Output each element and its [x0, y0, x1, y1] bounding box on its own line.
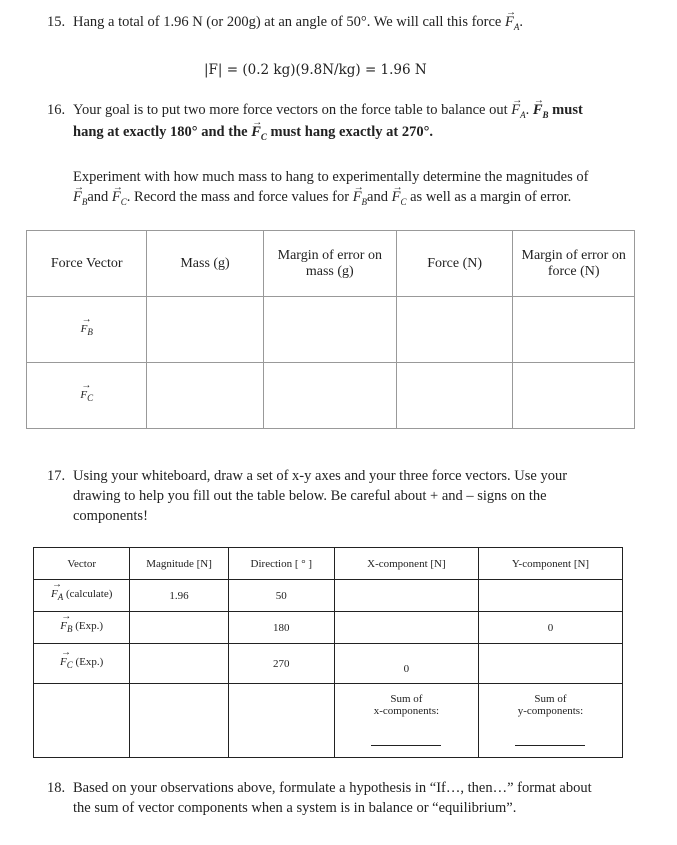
header-vector: Vector	[34, 548, 130, 580]
question-number: 16.	[47, 102, 66, 118]
direction-cell: 180	[228, 612, 334, 644]
text: Hang a total of 1.96 N (or 200g) at an angle of 50°. We will call this force	[73, 14, 502, 30]
question-text-line2: drawing to help you fill out the table below. Be careful about + and – signs on the	[73, 488, 547, 504]
empty-cell	[228, 684, 334, 758]
y-component-cell[interactable]	[478, 580, 622, 612]
header-direction: Direction [ ° ]	[228, 548, 334, 580]
sum-x-blank[interactable]	[371, 744, 441, 746]
magnitude-cell[interactable]	[130, 612, 228, 644]
header-force: Force (N)	[396, 231, 512, 297]
table-row	[27, 363, 635, 429]
mass-cell[interactable]	[147, 297, 263, 363]
weight-formula: |F| = (0.2 kg)(9.8N/kg) = 1.96 N	[204, 62, 427, 78]
table-row	[34, 580, 623, 612]
question-text-line1: Using your whiteboard, draw a set of x-y axes and your three force vectors. Use your	[73, 468, 568, 484]
mass-cell[interactable]	[147, 363, 263, 429]
table-header-row	[27, 231, 635, 297]
row-vector-fb: → $F_B$	[27, 297, 147, 363]
direction-cell: 50	[228, 580, 334, 612]
header-margin-mass: Margin of error on mass (g)	[263, 231, 396, 297]
vector-components-table	[33, 547, 623, 758]
sum-y-cell[interactable]	[478, 684, 622, 758]
x-component-cell[interactable]	[334, 580, 478, 612]
force-b-symbol: → $F_B$	[533, 100, 549, 125]
vector-cell: → $F_A$ (calculate)	[34, 580, 130, 612]
table-header-row	[34, 548, 623, 580]
sum-x-label-2: x-components:	[373, 704, 440, 717]
question-text-line1: Based on your observations above, formulate a hypothesis in “If…, then…” format about	[73, 780, 592, 796]
instructions-line2: → $F_Band \to F_C$. Record the mass and force values for → $F_Band \to F_C$ as well as a margin of error.	[73, 187, 571, 212]
header-mass: Mass (g)	[147, 231, 263, 297]
table-row	[27, 297, 635, 363]
margin-mass-cell[interactable]	[263, 363, 396, 429]
sum-y-label: Sum of	[534, 692, 567, 705]
y-component-cell[interactable]	[478, 644, 622, 684]
question-text-line1: Your goal is to put two more force vectors on the force table to balance out → $F_A$. → $F_B$ must	[73, 100, 583, 125]
vector-cell: → $F_B$ (Exp.)	[34, 612, 130, 644]
margin-mass-cell[interactable]	[263, 297, 396, 363]
header-y-component: Y-component [N]	[478, 548, 622, 580]
vector-cell: → $F_C$ (Exp.)	[34, 644, 130, 684]
sum-y-blank[interactable]	[515, 744, 585, 746]
sum-y-label-2: y-components:	[517, 704, 584, 717]
question-16-line2: hang at exactly 180° and the → $F_C$ must hang exactly at 270°.	[73, 122, 433, 147]
question-text-line2: the sum of vector components when a system is in balance or “equilibrium”.	[73, 800, 517, 816]
x-component-cell[interactable]	[334, 612, 478, 644]
force-a-symbol: → $F_A$	[511, 100, 525, 125]
period: .	[519, 14, 523, 30]
instructions-line1: Experiment with how much mass to hang to experimentally determine the magnitudes of	[73, 169, 589, 185]
force-cell[interactable]	[396, 297, 512, 363]
empty-cell	[34, 684, 130, 758]
force-measurement-table	[26, 230, 635, 429]
question-number: 17.	[47, 468, 66, 484]
table-row	[34, 612, 623, 644]
question-number: 18.	[47, 780, 66, 796]
sum-x-label: Sum of	[390, 692, 423, 705]
force-a-symbol: → $F_A$	[505, 12, 519, 37]
force-c-symbol: → $F_C$	[251, 122, 267, 147]
question-text	[73, 12, 523, 37]
table-row	[34, 644, 623, 684]
magnitude-cell: 1.96	[130, 580, 228, 612]
margin-force-cell[interactable]	[513, 297, 635, 363]
margin-force-cell[interactable]	[513, 363, 635, 429]
header-margin-force: Margin of error on force (N)	[513, 231, 635, 297]
sum-x-cell[interactable]	[334, 684, 478, 758]
y-component-cell: 0	[478, 612, 622, 644]
x-component-cell: 0	[334, 644, 478, 684]
question-number: 15.	[47, 14, 66, 30]
question-text-line3: components!	[73, 508, 148, 524]
header-force-vector: Force Vector	[27, 231, 147, 297]
direction-cell: 270	[228, 644, 334, 684]
magnitude-cell[interactable]	[130, 644, 228, 684]
header-magnitude: Magnitude [N]	[130, 548, 228, 580]
empty-cell	[130, 684, 228, 758]
row-vector-fc: → $F_C$	[27, 363, 147, 429]
header-x-component: X-component [N]	[334, 548, 478, 580]
force-cell[interactable]	[396, 363, 512, 429]
sum-row	[34, 684, 623, 758]
